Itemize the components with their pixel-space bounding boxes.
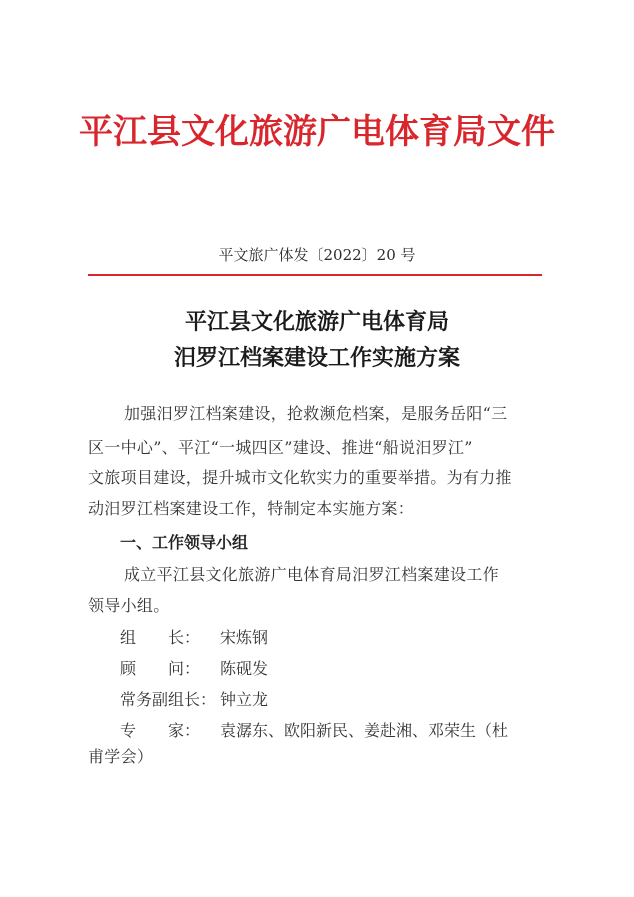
- document-title-line-2: 汨罗江档案建设工作实施方案: [173, 345, 460, 371]
- member-role: 顾 问：: [120, 659, 201, 678]
- intro-line: 动汨罗江档案建设工作，特制定本实施方案：: [88, 499, 415, 518]
- member-names: 钟立龙: [220, 690, 269, 709]
- section-paragraph-line: 成立平江县文化旅游广电体育局汨罗江档案建设工作: [124, 565, 499, 584]
- member-row: [120, 687, 268, 710]
- member-row: [120, 718, 508, 741]
- member-names: 宋炼钢: [220, 628, 269, 647]
- document-number: 平文旅广体发〔2022〕20 号: [218, 246, 416, 264]
- intro-line: 区一中心”、平江“一城四区”建设、推进“船说汨罗江”: [88, 438, 473, 457]
- member-names: 袁潺东、欧阳新民、姜赴湘、邓荣生（杜: [220, 721, 509, 740]
- document-header: 平江县文化旅游广电体育局文件: [79, 112, 555, 152]
- member-names: 陈砚发: [220, 659, 269, 678]
- member-row: [120, 656, 268, 679]
- section-heading: 一、工作领导小组: [120, 533, 249, 552]
- member-role: 专 家：: [120, 721, 201, 740]
- member-role: 组 长：: [120, 628, 201, 647]
- section-paragraph-line: 领导小组。: [88, 596, 170, 615]
- intro-line: 加强汨罗江档案建设，抢救濒危档案，是服务岳阳“三: [124, 404, 508, 423]
- member-role: 常务副组长：: [120, 690, 217, 709]
- red-divider: [88, 274, 542, 276]
- document-title-line-1: 平江县文化旅游广电体育局: [184, 309, 449, 335]
- member-row: [120, 625, 268, 648]
- intro-line: 文旅项目建设，提升城市文化软实力的重要举措。为有力推: [88, 468, 512, 487]
- member-continuation: 甫学会）: [88, 747, 154, 766]
